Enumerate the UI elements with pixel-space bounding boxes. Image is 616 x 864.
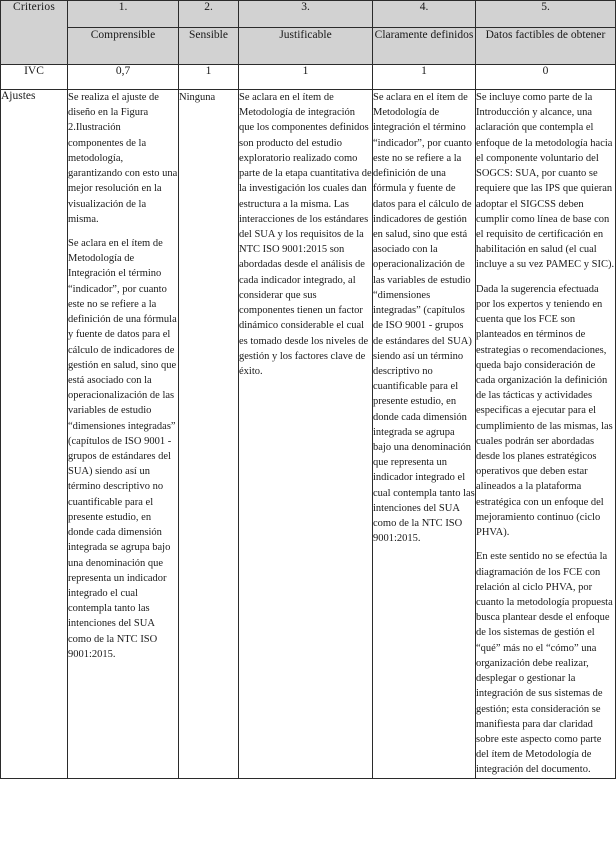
paragraph: Se aclara en el ítem de Metodología de integración el término “indicador”, por cuanto este no se refiere a la definición de una fórmula y fuente de datos para el cálculo de indicadores de gestión en salud, sino que está asociado con la operacionalización de las variables de estudio “dimensiones integradas” (capítulos de ISO 9001 - grupos de estándares del SUA) siendo así un término descriptivo no cuantificable para el presente estudio, en donde cada dimensión integrada se agrupa bajo una denominación que representa un indicador integrado el cual contempla tanto las intenciones del SUA como de la NTC ISO 9001:2015. — [373, 92, 475, 545]
header-number-5: 5. — [476, 1, 616, 28]
ajustes-cell-2 — [179, 90, 239, 779]
header-number-3: 3. — [239, 1, 373, 28]
ivc-value-5: 0 — [476, 65, 616, 90]
ivc-value-4: 1 — [373, 65, 476, 90]
paragraph: Ninguna — [179, 92, 216, 103]
table-row-ivc — [1, 65, 616, 90]
header-name-2: Sensible — [179, 28, 239, 65]
header-row-names — [1, 28, 616, 65]
paragraph: En este sentido no se efectúa la diagramación de los FCE con relación al ciclo PHVA, por cuanto la metodología propuesta busca plantear desde el enfoque de los sistemas de gestión el “qué” más no el “cómo” una organización debe realizar, desplegar o gestionar la integración de sus sistemas de gestión; esta consideración se manifiesta para dar claridad sobre este aspecto como parte del ítem de Metodología de integración del documento. — [476, 551, 613, 776]
paragraph: Se incluye como parte de la Introducción y alcance, una aclaración que contempla el enfoque de la metodología hacia el componente voluntario del SOGCS: SUA, por cuanto se requiere que las IPS que quieran adoptar el SIGCSS deben cumplir como línea de base con el requisito de certificación en habilitación en salud (el cual incluye a su vez PAMEC y SIC). — [476, 92, 615, 271]
paragraph: Dada la sugerencia efectuada por los expertos y teniendo en cuenta que los FCE son planteados en términos de estrategias o recomendaciones, queda bajo consideración de cada organización la definición de las tácticas y actividades especificas a ejecutar para el cumplimiento de las mismas, las cuales podrán ser abordadas desde los planes estratégicos operativos que deben estar alineados a la plataforma estratégica con un enfoque del mejoramiento continuo (ciclo PHVA). — [476, 283, 613, 539]
row-label-ajustes: Ajustes — [1, 90, 68, 779]
header-criterios: Criterios — [1, 1, 68, 65]
ajustes-cell-4 — [373, 90, 476, 779]
table-body — [1, 65, 616, 779]
table-row-ajustes — [1, 90, 616, 779]
paragraph: Se aclara en el ítem de Metodología de Integración el término “indicador”, por cuanto este no se refiere a la definición de una fórmula y fuente de datos para el cálculo de indicadores de gestión en salud, sino que está asociado con la operacionalización de las variables de estudio “dimensiones integradas” (capítulos de ISO 9001 - grupos de estándares del SUA) siendo así un término descriptivo no cuantificable para el presente estudio, en donde cada dimensión integrada se agrupa bajo una denominación que representa un indicador integrado el cual contempla tanto las intenciones del SUA como de la NTC ISO 9001:2015. — [68, 237, 177, 660]
ajustes-cell-5 — [476, 90, 616, 779]
ajustes-cell-3 — [239, 90, 373, 779]
header-name-1: Comprensible — [68, 28, 179, 65]
header-number-4: 4. — [373, 1, 476, 28]
header-name-3: Justificable — [239, 28, 373, 65]
header-name-4: Claramente definidos — [373, 28, 476, 65]
ivc-value-1: 0,7 — [68, 65, 179, 90]
header-name-5: Datos factibles de obtener — [476, 28, 616, 65]
header-row-numbers — [1, 1, 616, 28]
ivc-value-2: 1 — [179, 65, 239, 90]
paragraph: Se realiza el ajuste de diseño en la Figura 2.Ilustración componentes de la metodología, garantizando con esto una mejor resolución en la visualización de la misma. — [68, 92, 178, 225]
row-label-ivc: IVC — [1, 65, 68, 90]
table-header — [1, 1, 616, 65]
header-number-2: 2. — [179, 1, 239, 28]
paragraph: Se aclara en el ítem de Metodología de integración que los componentes definidos son producto del estudio exploratorio realizado como parte de la etapa cuantitativa de la investigación los cuales dan estructura a la misma. Las interacciones de los estándares del SUA y los requisitos de la NTC ISO 9001:2015 son abordadas desde el análisis de cada indicador integrado, al considerar que sus componentes tienen un factor dinámico considerable el cual es tomado desde los niveles de gestión y los factores clave de éxito. — [239, 92, 372, 377]
ajustes-cell-1 — [68, 90, 179, 779]
ivc-value-3: 1 — [239, 65, 373, 90]
header-number-1: 1. — [68, 1, 179, 28]
